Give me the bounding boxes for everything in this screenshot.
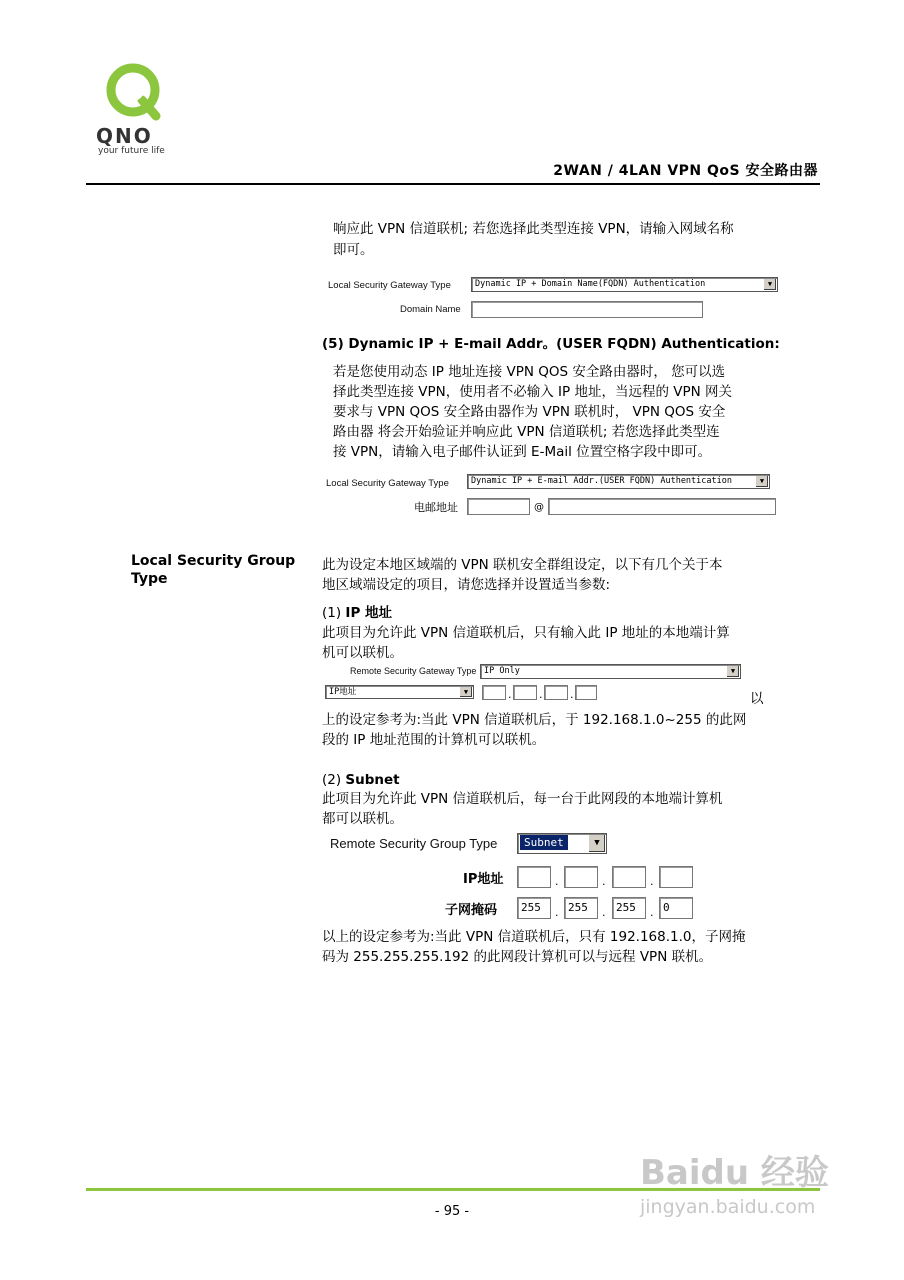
watermark-sub: jingyan.baidu.com (640, 1196, 816, 1218)
email-auth-heading: (5) Dynamic IP + E-mail Addr。(USER FQDN) Authentication: (322, 336, 780, 352)
gateway-type-label-email: Local Security Gateway Type (326, 478, 449, 489)
baidu-watermark (640, 1145, 829, 1218)
ip-octet-1-input[interactable] (482, 685, 506, 700)
ip-tail-text: 以 (750, 691, 764, 707)
subnet-heading-num: (2) (322, 772, 342, 788)
ip-after-line-2: 段的 IP 地址范围的计算机可以联机。 (322, 732, 546, 748)
section-title-line-1: Local Security Group (131, 553, 296, 569)
dot-separator: . (602, 875, 606, 888)
subnet-heading-text: Subnet (345, 772, 400, 788)
subnet-ip-octet-4-input[interactable] (659, 866, 693, 888)
subnet-ip-label: IP地址 (463, 872, 504, 887)
dot-separator: . (555, 906, 559, 919)
mask-octet-1-input[interactable]: 255 (517, 897, 551, 919)
remote-gateway-select[interactable] (480, 664, 741, 679)
subnet-heading (322, 770, 400, 791)
email-user-input[interactable] (467, 498, 530, 515)
fqdn-intro-line-1: 响应此 VPN 信道联机; 若您选择此类型连接 VPN，请输入网域名称 (333, 221, 734, 237)
ip-octet-4-input[interactable] (575, 685, 597, 700)
gateway-type-select-email[interactable] (467, 474, 770, 489)
dot-separator: . (650, 906, 654, 919)
ip-heading-num: (1) (322, 605, 342, 621)
dot-separator: . (570, 688, 574, 701)
ip-type-value: IP地址 (329, 687, 357, 697)
subnet-ip-octet-3-input[interactable] (612, 866, 646, 888)
group-type-value: Subnet (520, 835, 568, 850)
email-para-line-3: 要求与 VPN QOS 安全路由器作为 VPN 联机时， VPN QOS 安全 (333, 404, 726, 420)
header-title: 2WAN / 4LAN VPN QoS 安全路由器 (553, 163, 818, 179)
chevron-down-icon: ▼ (588, 835, 605, 852)
email-para-line-5: 接 VPN，请输入电子邮件认证到 E-Mail 位置空格字段中即可。 (333, 444, 712, 460)
subnet-desc-line-2: 都可以联机。 (322, 811, 403, 827)
chevron-down-icon: ▼ (459, 687, 472, 697)
dot-separator: . (508, 688, 512, 701)
gateway-type-select-fqdn[interactable] (471, 277, 778, 292)
subnet-ip-octet-2-input[interactable] (564, 866, 598, 888)
domain-name-label: Domain Name (400, 304, 461, 315)
subnet-desc-line-1: 此项目为允许此 VPN 信道联机后，每一台于此网段的本地端计算机 (322, 791, 723, 807)
logo-text: QNO (96, 124, 153, 148)
at-sign: @ (534, 502, 544, 513)
ip-octet-2-input[interactable] (513, 685, 537, 700)
email-domain-input[interactable] (548, 498, 776, 515)
logo-tagline: your future life (98, 146, 165, 156)
fqdn-intro-line-2: 即可。 (333, 242, 374, 258)
subnet-mask-label: 子网掩码 (445, 903, 498, 918)
gateway-type-value: Dynamic IP + Domain Name(FQDN) Authentication (475, 279, 706, 289)
section-title-line-2: Type (131, 571, 168, 587)
mask-octet-2-input[interactable]: 255 (564, 897, 598, 919)
email-para-line-1: 若是您使用动态 IP 地址连接 VPN QOS 安全路由器时， 您可以选 (333, 364, 726, 380)
email-para-line-4: 路由器 将会开始验证并响应此 VPN 信道联机; 若您选择此类型连 (333, 424, 720, 440)
remote-gateway-label: Remote Security Gateway Type (350, 666, 477, 676)
section-intro-line-2: 地区域端设定的项目，请您选择并设置适当参数: (322, 577, 611, 593)
ip-heading-text: IP 地址 (345, 605, 393, 621)
page-number: - 95 - (434, 1204, 470, 1219)
mask-octet-4-input[interactable]: 0 (659, 897, 693, 919)
group-type-select[interactable] (517, 833, 607, 854)
dot-separator: . (602, 906, 606, 919)
domain-name-input[interactable] (471, 301, 703, 318)
ip-desc-line-2: 机可以联机。 (322, 645, 403, 661)
chevron-down-icon: ▼ (763, 279, 776, 290)
chevron-down-icon: ▼ (755, 476, 768, 487)
remote-gateway-value: IP Only (484, 666, 520, 676)
ip-after-line-1: 上的设定参考为:当此 VPN 信道联机后，于 192.168.1.0~255 的此网 (322, 712, 747, 728)
gateway-type-label: Local Security Gateway Type (328, 280, 451, 291)
ip-type-select[interactable] (325, 685, 474, 699)
email-para-line-2: 择此类型连接 VPN，使用者不必输入 IP 地址，当远程的 VPN 网关 (333, 384, 733, 400)
header-divider (86, 183, 820, 185)
subnet-after-line-1: 以上的设定参考为:当此 VPN 信道联机后，只有 192.168.1.0，子网掩 (322, 929, 746, 945)
email-label: 电邮地址 (414, 501, 458, 514)
section-intro-line-1: 此为设定本地区域端的 VPN 联机安全群组设定，以下有几个关于本 (322, 557, 723, 573)
dot-separator: . (555, 875, 559, 888)
ip-octet-3-input[interactable] (544, 685, 568, 700)
mask-octet-3-input[interactable]: 255 (612, 897, 646, 919)
dot-separator: . (539, 688, 543, 701)
watermark-main: Baidu 经验 (640, 1153, 829, 1193)
ip-heading (322, 603, 392, 624)
ip-desc-line-1: 此项目为允许此 VPN 信道联机后，只有输入此 IP 地址的本地端计算 (322, 625, 730, 641)
group-type-label: Remote Security Group Type (330, 836, 498, 851)
gateway-type-value-email: Dynamic IP + E-mail Addr.(USER FQDN) Authentication (471, 476, 732, 486)
dot-separator: . (650, 875, 654, 888)
chevron-down-icon: ▼ (726, 666, 739, 677)
subnet-ip-octet-1-input[interactable] (517, 866, 551, 888)
subnet-after-line-2: 码为 255.255.255.192 的此网段计算机可以与远程 VPN 联机。 (322, 949, 713, 965)
